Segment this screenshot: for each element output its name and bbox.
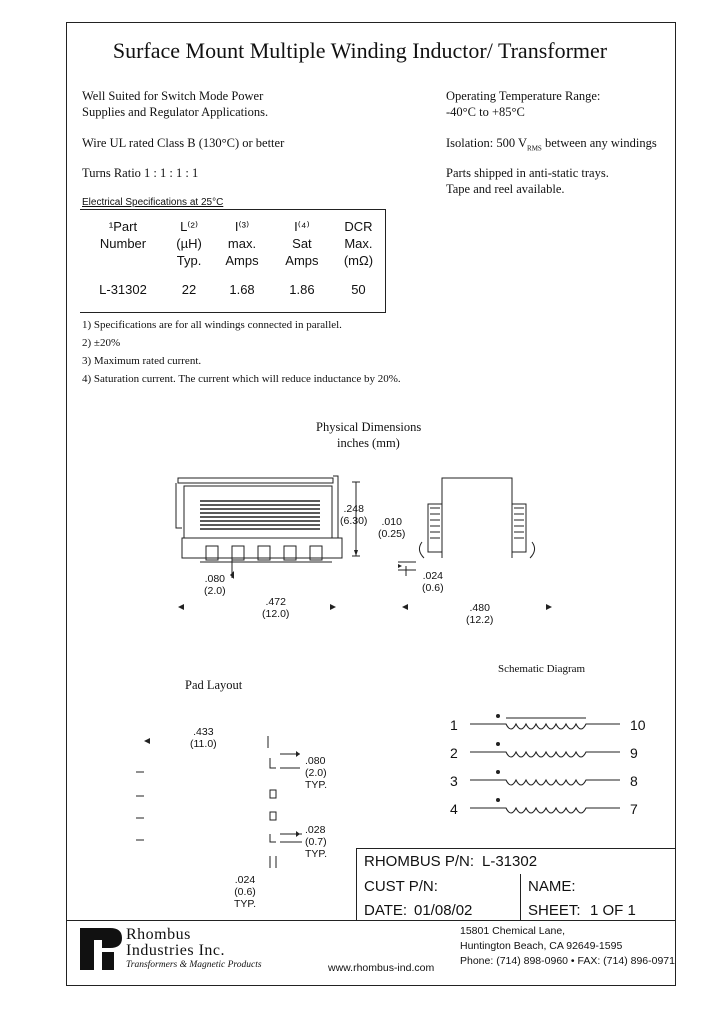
cell-inductance: 22	[181, 282, 197, 297]
pad-span: .433 (11.0)	[190, 726, 217, 750]
pin-3: 3	[450, 773, 458, 789]
cell-dcr: 50	[351, 282, 366, 297]
header-part: ¹Part Number	[99, 219, 147, 251]
pad-width: .024 (0.6) TYP.	[234, 874, 256, 910]
rhombus-pn-value: L-31302	[482, 853, 538, 870]
pin-8: 8	[630, 773, 638, 789]
address-line-1: 15801 Chemical Lane,	[460, 925, 566, 937]
title-block-left-rule	[356, 848, 357, 920]
op-temp-label: Operating Temperature Range:	[446, 89, 601, 103]
header-inductance: L⁽²⁾ (µH) Typ.	[176, 219, 202, 268]
schematic-diagram	[460, 708, 640, 818]
feature-line-2: Supplies and Regulator Applications.	[82, 105, 269, 119]
header-dcr: DCR Max. (mΩ)	[343, 219, 374, 268]
note-1: 1) Specifications are for all windings connected in parallel.	[82, 319, 342, 331]
dim-depth: .480 (12.2)	[466, 602, 494, 626]
table-row	[80, 269, 386, 313]
pin-10: 10	[630, 717, 646, 733]
shipping-line-2: Tape and reel available.	[446, 182, 565, 196]
physical-units: inches (mm)	[337, 436, 400, 450]
physical-dimensions-drawing	[170, 468, 570, 618]
dim-pitch: .080 (2.0)	[204, 573, 226, 597]
sheet-label: SHEET:	[528, 902, 581, 919]
cust-pn-label: CUST P/N:	[364, 878, 438, 895]
pin-9: 9	[630, 745, 638, 761]
note-4: 4) Saturation current. The current which will reduce inductance by 20%.	[82, 373, 401, 385]
name-label: NAME:	[528, 878, 576, 895]
website-link[interactable]: www.rhombus-ind.com	[328, 962, 435, 974]
cell-part-number: L-31302	[99, 282, 147, 297]
header-max-current: I⁽³⁾ max. Amps	[225, 219, 259, 268]
spec-table	[80, 209, 386, 313]
phone-fax: Phone: (714) 898-0960 • FAX: (714) 896-0971	[460, 955, 675, 967]
title-block-rule	[356, 848, 676, 849]
physical-title: Physical Dimensions	[316, 420, 422, 434]
company-name-line1: Rhombus	[126, 926, 191, 943]
cell-sat-current: 1.86	[289, 282, 315, 297]
pad-layout-drawing	[130, 730, 310, 870]
spec-caption: Electrical Specifications at 25°C	[82, 197, 224, 208]
company-tagline: Transformers & Magnetic Products	[126, 960, 262, 970]
shipping-line-1: Parts shipped in anti-static trays.	[446, 166, 609, 180]
pin-7: 7	[630, 801, 638, 817]
pad-layout-title: Pad Layout	[185, 678, 243, 692]
sheet-value: 1 OF 1	[590, 902, 636, 919]
schematic-title: Schematic Diagram	[498, 663, 586, 675]
feature-wire: Wire UL rated Class B (130°C) or better	[82, 136, 285, 150]
company-name-line2: Industries Inc.	[126, 942, 226, 959]
op-temp-value: -40°C to +85°C	[446, 105, 525, 119]
pin-4: 4	[450, 801, 458, 817]
pad-pitch: .080 (2.0) TYP.	[305, 755, 327, 791]
pin-2: 2	[450, 745, 458, 761]
dim-foot: .024 (0.6)	[422, 570, 444, 594]
dim-width: .472 (12.0)	[262, 596, 290, 620]
title-block-mid-rule	[520, 874, 521, 920]
pin-1: 1	[450, 717, 458, 733]
pad-height: .028 (0.7) TYP.	[305, 824, 327, 860]
note-3: 3) Maximum rated current.	[82, 355, 202, 367]
rhombus-logo-icon	[78, 926, 122, 972]
header-sat-current: I⁽⁴⁾ Sat Amps	[285, 219, 319, 268]
dim-height: .248 (6.30)	[340, 503, 368, 527]
address-line-2: Huntington Beach, CA 92649-1595	[460, 940, 623, 952]
page-title: Surface Mount Multiple Winding Inductor/ Transformer	[112, 38, 608, 63]
feature-turns-ratio: Turns Ratio 1 : 1 : 1 : 1	[82, 166, 199, 180]
rhombus-pn-label: RHOMBUS P/N:	[364, 853, 475, 870]
footer-rule	[66, 920, 676, 921]
note-2: 2) ±20%	[82, 337, 121, 349]
date-label: DATE:	[364, 902, 408, 919]
feature-line-1: Well Suited for Switch Mode Power	[82, 89, 264, 103]
date-value: 01/08/02	[414, 902, 473, 919]
dim-lead-thickness: .010 (0.25)	[378, 516, 406, 540]
cell-max-current: 1.68	[229, 282, 255, 297]
isolation-text: Isolation: 500 $V_{RMS}$ between any windings	[446, 136, 657, 153]
